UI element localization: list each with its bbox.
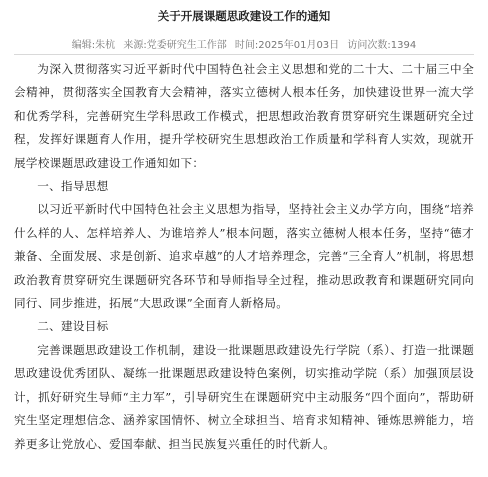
section-heading-guiding-ideology: 一、指导思想 (37, 179, 109, 194)
meta-source: 来源:党委研究生工作部 (123, 40, 227, 51)
article-meta (0, 36, 488, 51)
section-heading-construction-goals: 二、建设目标 (37, 319, 109, 334)
meta-time: 时间:2025年01月03日 (234, 40, 340, 51)
guiding-ideology-paragraph: 以习近平新时代中国特色社会主义思想为指导，坚持社会主义办学方向，围绕“培养什么样的人、怎样培养人、为谁培养人”根本问题，落实立德树人根本任务，坚持“德才兼备、全面发展、求是创新、追求卓越”的人才培养理念，完善“三全育人”机制，将思想政治教育贯穿研究生课题研究各环节和导师指导全过程，推动思政教育和课题研究同向同行、同步推进，拓展“大思政课”全面育人新格局。 (14, 202, 474, 311)
title-divider (14, 54, 474, 55)
construction-goals-paragraph: 完善课题思政建设工作机制，建设一批课题思政建设先行学院（系）、打造一批课题思政建设优秀团队、凝练一批课题思政建设特色案例，切实推动学院（系）加强顶层设计，抓好研究生导师“主力军”，引导研究生在课题研究中主动服务“四个面向”，帮助研究生坚定理想信念、涵养家国情怀、树立全球担当、培育求知精神、锤炼思辨能力，培养更多让党放心、爱国奉献、担当民族复兴重任的时代新人。 (14, 342, 474, 451)
intro-paragraph: 为深入贯彻落实习近平新时代中国特色社会主义思想和党的二十大、二十届三中全会精神，贯彻落实全国教育大会精神，落实立德树人根本任务，加快建设世界一流大学和优秀学科，完善研究生学科思政工作模式，把思想政治教育贯穿研究生课题研究全过程，发挥好课题育人作用，提升学校研究生思想政治工作质量和学科育人实效，现就开展学校课题思政建设工作通知如下： (14, 62, 474, 170)
meta-editor: 编辑:朱杭 (71, 40, 116, 51)
article-body (14, 58, 474, 456)
article-title: 关于开展课题思政建设工作的通知 (157, 9, 331, 23)
meta-views: 访问次数:1394 (347, 40, 417, 51)
